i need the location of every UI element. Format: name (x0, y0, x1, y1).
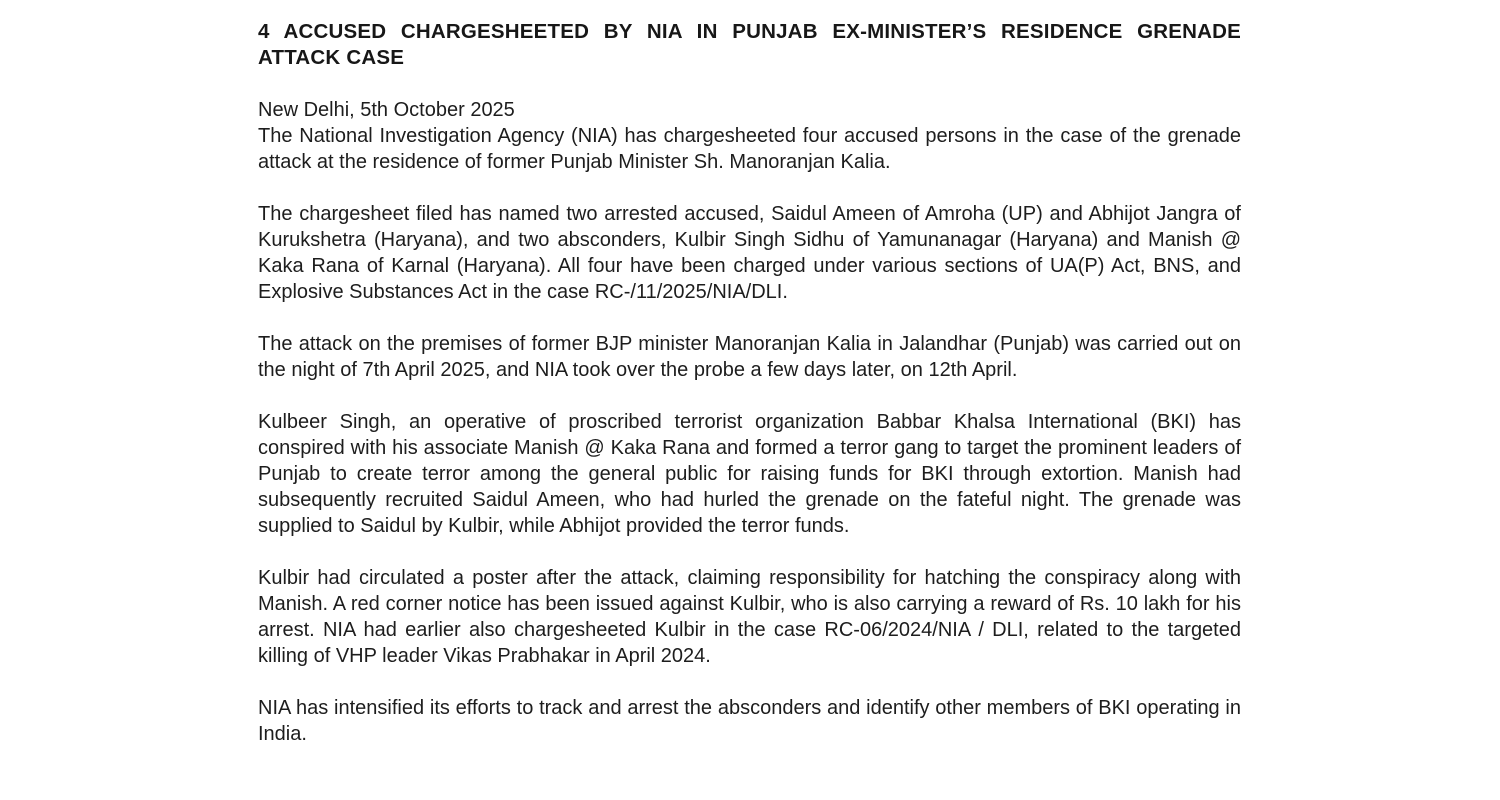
paragraph-conspiracy-details: Kulbeer Singh, an operative of proscribed terrorist organization Babbar Khalsa International (BKI) has conspired with his associate Manish @ Kaka Rana and formed a terror gang to target the prominent leaders of Punjab to create terror among the general public for raising funds for BKI through extortion. Manish had subsequently recruited Saidul Ameen, who had hurled the grenade on the fateful night. The grenade was supplied to Saidul by Kulbir, while Abhijot provided the terror funds. (258, 411, 1241, 537)
document-title: 4 ACCUSED CHARGESHEETED BY NIA IN PUNJAB EX-MINISTER’S RESIDENCE GRENADE ATTACK CASE (258, 20, 1241, 69)
press-release-body (258, 19, 1241, 747)
dateline: New Delhi, 5th October 2025 (258, 99, 515, 121)
paragraph-closing: NIA has intensified its efforts to track and arrest the absconders and identify other members of BKI operating in India. (258, 697, 1241, 745)
paragraph-kulbir-poster: Kulbir had circulated a poster after the attack, claiming responsibility for hatching the conspiracy along with Manish. A red corner notice has been issued against Kulbir, who is also carrying a reward of Rs. 10 lakh for his arrest. NIA had earlier also chargesheeted Kulbir in the case RC-06/2024/NIA / DLI, related to the targeted killing of VHP leader Vikas Prabhakar in April 2024. (258, 567, 1241, 667)
paragraph-chargesheet-details: The chargesheet filed has named two arrested accused, Saidul Ameen of Amroha (UP) and Abhijot Jangra of Kurukshetra (Haryana), and two absconders, Kulbir Singh Sidhu of Yamunanagar (Haryana) and Manish @ Kaka Rana of Karnal (Haryana). All four have been charged under various sections of UA(P) Act, BNS, and Explosive Substances Act in the case RC-/11/2025/NIA/DLI. (258, 203, 1241, 303)
paragraph-attack-details: The attack on the premises of former BJP minister Manoranjan Kalia in Jalandhar (Punjab) was carried out on the night of 7th April 2025, and NIA took over the probe a few days later, on 12th April. (258, 333, 1241, 381)
paragraph-intro: The National Investigation Agency (NIA) has chargesheeted four accused persons in the case of the grenade attack at the residence of former Punjab Minister Sh. Manoranjan Kalia. (258, 125, 1241, 173)
